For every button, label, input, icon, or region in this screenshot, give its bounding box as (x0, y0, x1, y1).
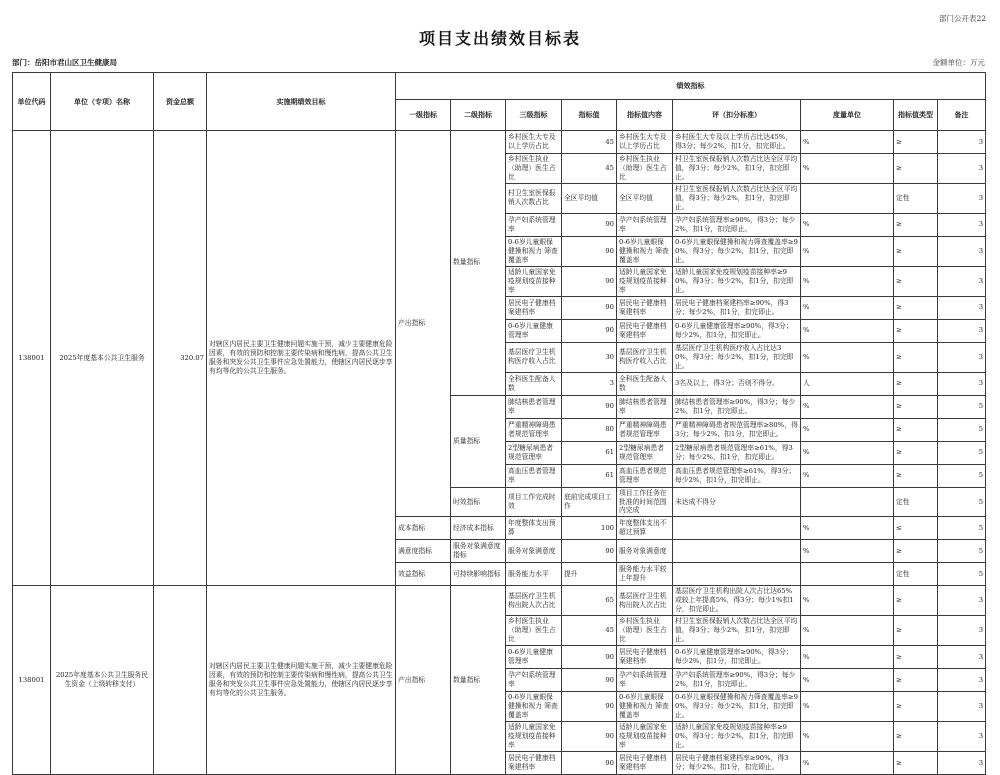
col-header-total-funds: 资金总额 (154, 73, 207, 131)
department-label: 部门：岳阳市君山区卫生健康局 (12, 58, 117, 67)
cell-unit-name: 2025年度基本公共卫生服务民生资金（上级转移支付） (51, 586, 154, 775)
cell-level3-indicator: 项目工作完成时效 (506, 487, 562, 517)
cell-indicator-value: 3 (562, 372, 617, 395)
cell-value-content: 乡村医生执业（助理）医生占比 (617, 616, 673, 646)
cell-value-content: 孕产妇系统管理率 (617, 213, 673, 236)
cell-eval-standard: 严重精神障碍患者规范管理率≥80%，得3分；每少2%，扣1分，扣完即止。 (673, 418, 801, 441)
cell-remark: 3 (938, 692, 986, 722)
cell-value-content: 适龄儿童国家免疫规划疫苗接种率 (617, 266, 673, 296)
cell-eval-standard: 3名及以上，得3分；否则不得分。 (673, 372, 801, 395)
cell-level2-indicator: 服务对象满意度指标 (451, 540, 506, 563)
cell-level3-indicator: 服务能力水平 (506, 563, 562, 586)
cell-indicator-value: 61 (562, 464, 617, 487)
header-row-1 (13, 73, 986, 100)
cell-indicator-value: 90 (562, 722, 617, 752)
cell-measure-unit: % (801, 464, 894, 487)
cell-remark: 3 (938, 236, 986, 266)
cell-eval-standard: 村卫生室医保报销人次数占比达全区平均值，得3分；每少2%，扣1分，扣完即止。 (673, 154, 801, 184)
cell-value-type: ≥ (894, 395, 938, 418)
cell-eval-standard: 肺结核患者管理率≥90%，得3分；每少2%，扣1分，扣完即止。 (673, 395, 801, 418)
cell-remark: 5 (938, 487, 986, 517)
cell-eval-standard: 0-6岁儿童眼保健操和视力筛查覆盖率≥90%，得3分；每少2%，扣1分，扣完即止。 (673, 236, 801, 266)
cell-value-type: ≤ (894, 517, 938, 540)
cell-remark: 3 (938, 722, 986, 752)
col-header-l1: 一级指标 (396, 100, 451, 131)
cell-remark: 5 (938, 517, 986, 540)
cell-remark: 3 (938, 752, 986, 775)
perf-table-body (13, 131, 986, 775)
cell-measure-unit: % (801, 342, 894, 372)
cell-level3-indicator: 孕产妇系统管理率 (506, 669, 562, 692)
cell-level1-indicator: 成本指标 (396, 517, 451, 540)
cell-remark: 5 (938, 464, 986, 487)
cell-remark: 3 (938, 319, 986, 342)
cell-indicator-value: 90 (562, 752, 617, 775)
cell-indicator-value: 45 (562, 131, 617, 154)
cell-eval-standard (673, 517, 801, 540)
col-header-l3: 三级指标 (506, 100, 562, 131)
cell-level3-indicator: 肺结核患者管理率 (506, 395, 562, 418)
cell-indicator-value: 65 (562, 586, 617, 616)
cell-eval-standard (673, 563, 801, 586)
cell-level3-indicator: 基层医疗卫生机构出院人次占比 (506, 586, 562, 616)
cell-measure-unit: % (801, 296, 894, 319)
cell-eval-standard: 乡村医生大专及以上学历占比达45%，得3分；每少2%，扣1分，扣完即止。 (673, 131, 801, 154)
amount-unit-label: 金额单位：万元 (932, 58, 985, 67)
table-row (13, 586, 986, 616)
cell-remark: 3 (938, 183, 986, 213)
cell-value-type: ≥ (894, 296, 938, 319)
cell-level2-indicator: 时效指标 (451, 487, 506, 517)
cell-level3-indicator: 年度整体支出预算 (506, 517, 562, 540)
col-header-unit-name: 单位（专项）名称 (51, 73, 154, 131)
cell-period-goal: 对辖区内居民主要卫生健康问题实施干预，减少主要健康危险因素，有效的预防和控制主要传染病和慢性病，提高公共卫生服务和突发公共卫生事件应急处置能力，使辖区内居民逐步享有均等化的公共卫生服务。 (207, 586, 396, 775)
cell-value-content: 基层医疗卫生机构医疗收入占比 (617, 342, 673, 372)
cell-value-content: 服务对象满意度 (617, 540, 673, 563)
meta-row (12, 57, 985, 68)
cell-measure-unit: % (801, 722, 894, 752)
cell-measure-unit: % (801, 669, 894, 692)
cell-level3-indicator: 高血压患者管理率 (506, 464, 562, 487)
cell-level1-indicator: 产出指标 (396, 131, 451, 517)
cell-eval-standard: 村卫生室医保报销人次数占比达全区平均值，得3分；每少2%，扣1分，扣完即止。 (673, 183, 801, 213)
cell-indicator-value: 90 (562, 213, 617, 236)
cell-level2-indicator: 经济成本指标 (451, 517, 506, 540)
cell-measure-unit: % (801, 540, 894, 563)
cell-level3-indicator: 乡村医生大专及以上学历占比 (506, 131, 562, 154)
doc-public-table-label: 部门公开表22 (938, 14, 986, 23)
cell-eval-standard: 0-6岁儿童眼保健操和视力筛查覆盖率≥90%，得3分；每少2%，扣1分，扣完即止。 (673, 692, 801, 722)
cell-value-content: 基层医疗卫生机构出院人次占比 (617, 586, 673, 616)
cell-indicator-value: 90 (562, 540, 617, 563)
cell-level3-indicator: 0-6岁儿童健康管理率 (506, 319, 562, 342)
cell-value-content: 0-6岁儿童眼保健操和视力 筛查覆盖率 (617, 236, 673, 266)
cell-value-content: 项目工作任务在批准的时间范围内完成 (617, 487, 673, 517)
cell-measure-unit (801, 563, 894, 586)
cell-indicator-value: 80 (562, 418, 617, 441)
cell-value-content: 服务能力水平较上年提升 (617, 563, 673, 586)
cell-remark: 3 (938, 646, 986, 669)
cell-measure-unit (801, 487, 894, 517)
cell-level3-indicator: 基层医疗卫生机构医疗收入占比 (506, 342, 562, 372)
col-header-measure-unit: 度量单位 (801, 100, 894, 131)
cell-value-type: ≥ (894, 213, 938, 236)
cell-level1-indicator: 满意度指标 (396, 540, 451, 563)
table-header (13, 73, 986, 131)
cell-measure-unit: % (801, 131, 894, 154)
cell-remark: 3 (938, 616, 986, 646)
cell-measure-unit: % (801, 266, 894, 296)
cell-level1-indicator: 产出指标 (396, 586, 451, 775)
cell-indicator-value: 100 (562, 517, 617, 540)
cell-value-content: 2型糖尿病患者规范管理率 (617, 441, 673, 464)
cell-value-type: ≥ (894, 692, 938, 722)
col-header-value-type: 指标值类型 (894, 100, 938, 131)
cell-eval-standard: 适龄儿童国家免疫规划疫苗接种率≥90%，得3分；每少2%，扣1分，扣完即止。 (673, 266, 801, 296)
cell-indicator-value: 30 (562, 342, 617, 372)
cell-indicator-value: 61 (562, 441, 617, 464)
cell-value-type: ≥ (894, 464, 938, 487)
cell-value-content: 居民电子健康档案建档率 (617, 296, 673, 319)
cell-value-type: ≥ (894, 616, 938, 646)
col-header-unit-code: 单位代码 (13, 73, 51, 131)
col-header-remark: 备注 (938, 100, 986, 131)
cell-remark: 5 (938, 563, 986, 586)
cell-value-content: 适龄儿童国家免疫规划疫苗接种率 (617, 722, 673, 752)
cell-value-type: 定性 (894, 487, 938, 517)
cell-value-type: ≥ (894, 586, 938, 616)
cell-total-funds: 320.07 (154, 131, 207, 586)
table-row (13, 131, 986, 154)
cell-value-type: ≥ (894, 342, 938, 372)
cell-indicator-value: 90 (562, 692, 617, 722)
cell-remark: 3 (938, 669, 986, 692)
cell-indicator-value: 90 (562, 646, 617, 669)
cell-indicator-value: 90 (562, 266, 617, 296)
cell-value-content: 孕产妇系统管理率 (617, 669, 673, 692)
cell-value-type: ≥ (894, 319, 938, 342)
cell-eval-standard: 基层医疗卫生机构出院人次占比达65%或较上年提高5%，得3分；每少1%扣1分，扣完即止。 (673, 586, 801, 616)
cell-level3-indicator: 居民电子健康档案建档率 (506, 752, 562, 775)
cell-value-content: 年度整体支出不超过预算 (617, 517, 673, 540)
cell-level3-indicator: 0-6岁儿童眼保健操和视力 筛查覆盖率 (506, 692, 562, 722)
cell-measure-unit: % (801, 646, 894, 669)
cell-value-type: ≥ (894, 540, 938, 563)
cell-value-content: 严重精神障碍患者规范管理率 (617, 418, 673, 441)
cell-level3-indicator: 全科医生配备人数 (506, 372, 562, 395)
cell-measure-unit (801, 183, 894, 213)
cell-remark: 3 (938, 296, 986, 319)
cell-measure-unit: % (801, 418, 894, 441)
cell-level3-indicator: 居民电子健康档案建档率 (506, 296, 562, 319)
cell-level3-indicator: 适龄儿童国家免疫规划疫苗接种率 (506, 722, 562, 752)
cell-measure-unit: % (801, 752, 894, 775)
cell-indicator-value: 提升 (562, 563, 617, 586)
cell-eval-standard: 未达成不得分 (673, 487, 801, 517)
cell-eval-standard: 居民电子健康档案建档率≥90%，得3分；每少2%，扣1分，扣完即止。 (673, 752, 801, 775)
cell-value-content: 居民电子健康档案建档率 (617, 319, 673, 342)
cell-value-content: 乡村医生执业（助理）医生占比 (617, 154, 673, 184)
cell-remark: 3 (938, 266, 986, 296)
cell-eval-standard: 高血压患者规范管理率≥61%，得3分；每少2%，扣1分，扣完即止。 (673, 464, 801, 487)
cell-eval-standard (673, 540, 801, 563)
cell-measure-unit: % (801, 692, 894, 722)
col-header-value: 指标值 (562, 100, 617, 131)
performance-target-table (12, 72, 986, 775)
cell-eval-standard: 孕产妇系统管理率≥90%，得3分；每少2%，扣1分，扣完即止。 (673, 213, 801, 236)
cell-level1-indicator: 效益指标 (396, 563, 451, 586)
cell-eval-standard: 居民电子健康档案建档率≥90%，得3分；每少2%，扣1分，扣完即止。 (673, 296, 801, 319)
cell-measure-unit: % (801, 236, 894, 266)
col-header-value-content: 指标值内容 (617, 100, 673, 131)
cell-indicator-value: 90 (562, 319, 617, 342)
cell-value-type: ≥ (894, 669, 938, 692)
cell-level3-indicator: 0-6岁儿童眼保健操和视力 筛查覆盖率 (506, 236, 562, 266)
cell-value-type: ≥ (894, 236, 938, 266)
cell-indicator-value: 全区平均值 (562, 183, 617, 213)
cell-measure-unit: % (801, 586, 894, 616)
cell-measure-unit: 人 (801, 372, 894, 395)
col-header-eval: 评（扣分标准） (673, 100, 801, 131)
cell-remark: 3 (938, 154, 986, 184)
cell-level3-indicator: 2型糖尿病患者规范管理率 (506, 441, 562, 464)
cell-remark: 5 (938, 540, 986, 563)
cell-eval-standard: 2型糖尿病患者规范管理率≥61%，得3分；每少2%，扣1分，扣完即止。 (673, 441, 801, 464)
cell-value-content: 0-6岁儿童眼保健操和视力 筛查覆盖率 (617, 692, 673, 722)
cell-remark: 3 (938, 342, 986, 372)
cell-value-type: ≥ (894, 131, 938, 154)
cell-indicator-value: 90 (562, 395, 617, 418)
cell-measure-unit: % (801, 213, 894, 236)
cell-level3-indicator: 服务对象满意度 (506, 540, 562, 563)
cell-level3-indicator: 孕产妇系统管理率 (506, 213, 562, 236)
cell-unit-code: 138001 (13, 131, 51, 586)
cell-value-type: ≥ (894, 154, 938, 184)
cell-measure-unit: % (801, 395, 894, 418)
cell-value-content: 居民电子健康档案建档率 (617, 646, 673, 669)
cell-indicator-value: 90 (562, 669, 617, 692)
cell-remark: 3 (938, 213, 986, 236)
cell-value-type: 定性 (894, 563, 938, 586)
cell-eval-standard: 孕产妇系统管理率≥90%，得3分；每少2%，扣1分，扣完即止。 (673, 669, 801, 692)
cell-value-type: 定性 (894, 183, 938, 213)
cell-indicator-value: 90 (562, 236, 617, 266)
cell-unit-code: 138001 (13, 586, 51, 775)
col-header-l2: 二级指标 (451, 100, 506, 131)
cell-value-content: 乡村医生大专及以上学历占比 (617, 131, 673, 154)
cell-value-type: ≥ (894, 372, 938, 395)
cell-remark: 3 (938, 131, 986, 154)
cell-measure-unit: % (801, 319, 894, 342)
cell-remark: 3 (938, 372, 986, 395)
col-header-period-goal: 实施期绩效目标 (207, 73, 396, 131)
cell-indicator-value: 45 (562, 154, 617, 184)
cell-value-type: ≥ (894, 441, 938, 464)
cell-remark: 5 (938, 418, 986, 441)
cell-value-type: ≥ (894, 266, 938, 296)
cell-level2-indicator: 可持续影响指标 (451, 563, 506, 586)
cell-measure-unit: % (801, 616, 894, 646)
cell-eval-standard: 村卫生室医保报销人次数占比达全区平均值，得3分；每少2%，扣1分，扣完即止。 (673, 616, 801, 646)
cell-eval-standard: 基层医疗卫生机构医疗收入占比达30%，得3分；每少2%，扣1分，扣完即止。 (673, 342, 801, 372)
cell-measure-unit: % (801, 154, 894, 184)
cell-indicator-value: 45 (562, 616, 617, 646)
cell-level2-indicator: 质量指标 (451, 395, 506, 487)
cell-unit-name: 2025年度基本公共卫生服务 (51, 131, 154, 586)
cell-indicator-value: 底前完成项目工作 (562, 487, 617, 517)
cell-value-content: 全科医生配备人数 (617, 372, 673, 395)
cell-eval-standard: 适龄儿童国家免疫规划疫苗接种率≥90%，得3分；每少2%，扣1分，扣完即止。 (673, 722, 801, 752)
cell-value-content: 肺结核患者管理率 (617, 395, 673, 418)
cell-level3-indicator: 乡村医生执业（助理）医生占比 (506, 616, 562, 646)
cell-value-content: 高血压患者规范管理率 (617, 464, 673, 487)
cell-value-type: ≥ (894, 418, 938, 441)
cell-remark: 5 (938, 441, 986, 464)
page-title: 项目支出绩效目标表 (418, 29, 581, 48)
cell-total-funds (154, 586, 207, 775)
cell-level3-indicator: 适龄儿童国家免疫规划疫苗接种率 (506, 266, 562, 296)
cell-level3-indicator: 村卫生室医保报销人次数占比 (506, 183, 562, 213)
cell-value-type: ≥ (894, 722, 938, 752)
cell-remark: 5 (938, 395, 986, 418)
cell-value-type: ≥ (894, 752, 938, 775)
cell-period-goal: 对辖区内居民主要卫生健康问题实施干预，减少主要健康危险因素，有效的预防和控制主要传染病和慢性病，提高公共卫生服务和突发公共卫生事件应急处置能力，使辖区内居民逐步享有均等化的公共卫生服务。 (207, 131, 396, 586)
cell-indicator-value: 90 (562, 296, 617, 319)
cell-value-type: ≥ (894, 646, 938, 669)
cell-measure-unit: % (801, 517, 894, 540)
cell-level2-indicator: 数量指标 (451, 131, 506, 396)
cell-level3-indicator: 乡村医生执业（助理）医生占比 (506, 154, 562, 184)
cell-level3-indicator: 0-6岁儿童健康管理率 (506, 646, 562, 669)
cell-remark: 3 (938, 586, 986, 616)
col-header-performance-group: 绩效指标 (396, 73, 986, 100)
cell-measure-unit: % (801, 441, 894, 464)
cell-level2-indicator: 数量指标 (451, 586, 506, 775)
cell-eval-standard: 0-6岁儿童健康管理率≥90%，得3分；每少2%，扣1分，扣完即止。 (673, 646, 801, 669)
cell-eval-standard: 0-6岁儿童健康管理率≥90%，得3分；每少2%，扣1分，扣完即止。 (673, 319, 801, 342)
cell-level3-indicator: 严重精神障碍患者规范管理率 (506, 418, 562, 441)
cell-value-content: 居民电子健康档案建档率 (617, 752, 673, 775)
cell-value-content: 全区平均值 (617, 183, 673, 213)
